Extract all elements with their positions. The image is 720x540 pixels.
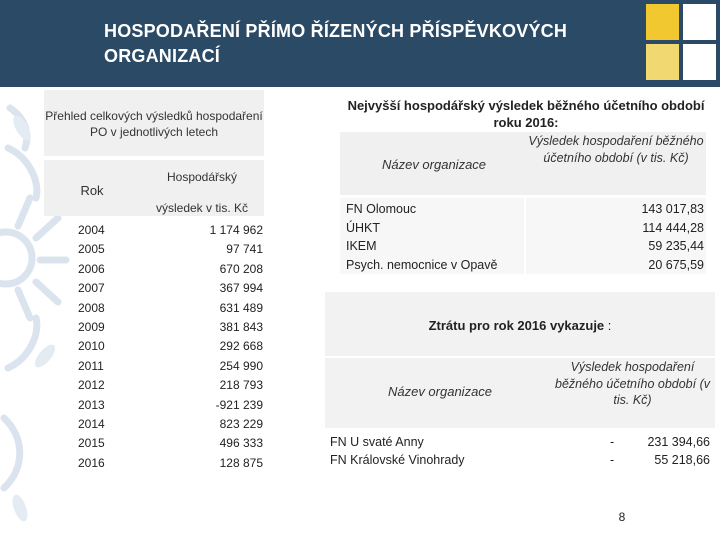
value-cell: 631 489 <box>219 300 263 315</box>
year-cell: 2011 <box>78 358 104 373</box>
table-row <box>78 396 268 415</box>
value-cell: 128 875 <box>219 455 263 470</box>
tile-yellow <box>646 4 679 40</box>
tile-light-yellow <box>646 44 679 80</box>
value-cell: 218 793 <box>219 378 263 393</box>
table-row <box>78 337 268 356</box>
history-caption: Přehled celkových výsledků hospodaření PO v jednotlivých letech <box>45 109 263 139</box>
top-results-col-result: Výsledek hospodaření běžného účetního období (v tis. Kč) <box>528 134 704 165</box>
value-cell: 670 208 <box>219 261 263 276</box>
year-cell: 2008 <box>78 300 105 315</box>
value-cell: 496 333 <box>219 436 263 451</box>
value-cell: 292 668 <box>219 339 263 354</box>
history-table-body <box>78 221 268 473</box>
table-row <box>330 452 710 470</box>
history-col-result-line2: výsledek v tis. Kč <box>155 201 249 215</box>
value-cell: 143 017,83 <box>641 202 704 216</box>
value-cell: 20 675,59 <box>648 257 704 272</box>
sign-cell: - <box>610 435 615 449</box>
losses-table-body <box>330 434 710 469</box>
name-cell: FN Olomouc <box>346 202 417 216</box>
top-results-col-name: Název organizace <box>381 157 487 172</box>
table-row <box>78 240 268 259</box>
decorative-tiles <box>646 0 720 87</box>
table-row <box>346 200 704 219</box>
table-row <box>78 376 268 395</box>
value-cell: 114 444,28 <box>642 220 704 235</box>
name-cell: IKEM <box>346 239 377 253</box>
value-cell: 254 990 <box>219 358 263 373</box>
name-cell: FN Královské Vinohrady <box>330 452 465 467</box>
value-cell: 823 229 <box>219 416 263 431</box>
slide-header <box>0 0 720 87</box>
table-row <box>78 454 268 473</box>
name-cell: Psych. nemocnice v Opavě <box>346 257 498 272</box>
table-row <box>78 415 268 434</box>
value-cell: 367 994 <box>219 281 263 296</box>
year-cell: 2014 <box>78 416 105 431</box>
table-row <box>330 434 710 452</box>
value-cell: 381 843 <box>219 319 263 334</box>
table-row <box>346 256 704 275</box>
page-number: 8 <box>618 510 626 524</box>
value-cell: 97 741 <box>226 242 263 257</box>
history-col-year: Rok <box>80 183 104 198</box>
value-cell: 55 218,66 <box>654 452 710 467</box>
value-cell: 231 394,66 <box>647 435 710 449</box>
year-cell: 2016 <box>78 455 105 470</box>
history-col-result-line1: Hospodářský <box>166 170 238 184</box>
table-row <box>346 237 704 256</box>
value-cell: -921 239 <box>215 397 263 412</box>
table-row <box>346 219 704 238</box>
table-row <box>78 357 268 376</box>
name-cell: ÚHKT <box>346 220 381 235</box>
value-cell: 1 174 962 <box>209 223 263 237</box>
table-row <box>78 260 268 279</box>
year-cell: 2004 <box>78 223 105 237</box>
table-row <box>78 299 268 318</box>
year-cell: 2009 <box>78 319 105 334</box>
year-cell: 2015 <box>78 436 105 451</box>
value-cell: 59 235,44 <box>648 239 704 253</box>
year-cell: 2005 <box>78 242 105 257</box>
slide-title: HOSPODAŘENÍ PŘÍMO ŘÍZENÝCH PŘÍSPĚVKOVÝCH ORGANIZACÍ <box>104 21 568 66</box>
table-row <box>78 434 268 453</box>
losses-title-bold: Ztrátu pro rok 2016 vykazuje <box>428 318 605 333</box>
losses-title <box>325 318 715 333</box>
losses-title-rest: : <box>604 318 612 333</box>
year-cell: 2013 <box>78 397 105 412</box>
top-results-title: Nejvyšší hospodářský výsledek běžného účetního období roku 2016: <box>347 98 705 130</box>
tile-white <box>683 4 716 40</box>
table-row <box>78 221 268 240</box>
table-row <box>78 279 268 298</box>
year-cell: 2012 <box>78 378 105 393</box>
year-cell: 2010 <box>78 339 105 354</box>
sign-cell: - <box>610 452 615 467</box>
year-cell: 2007 <box>78 281 105 296</box>
table-row <box>78 318 268 337</box>
losses-col-result: Výsledek hospodaření běžného účetního období (v tis. Kč) <box>555 360 710 407</box>
losses-col-name: Název organizace <box>387 384 493 399</box>
name-cell: FN U svaté Anny <box>330 435 424 449</box>
tile-white-2 <box>683 44 716 80</box>
year-cell: 2006 <box>78 261 105 276</box>
top-results-table-body <box>346 200 704 274</box>
